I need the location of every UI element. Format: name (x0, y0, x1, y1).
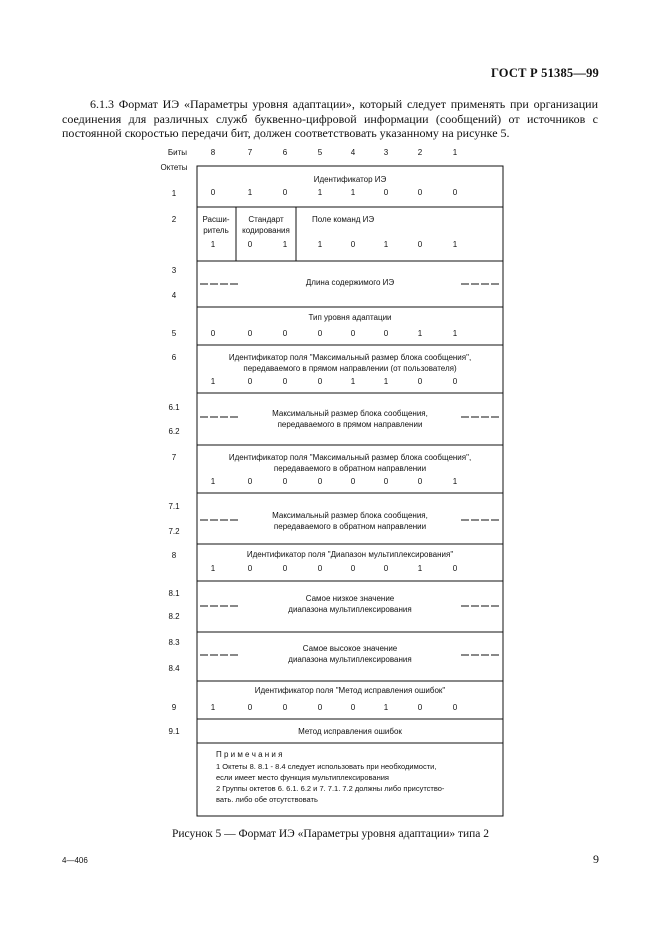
bit-value: 1 (210, 564, 216, 573)
figure-caption: Рисунок 5 — Формат ИЭ «Параметры уровня адаптации» типа 2 (171, 828, 490, 840)
field-title: Идентификатор поля "Максимальный размер блока сообщения", (228, 453, 472, 462)
bit-value: 1 (383, 377, 389, 386)
field-title: диапазона мультиплексирования (288, 605, 412, 614)
bit-value: 1 (247, 188, 253, 197)
paragraph-text: 6.1.3 Формат ИЭ «Параметры уровня адаптации», который следует применять при организации соединения для различных служб буквенно-цифровой информации (сообщений) от источников с постоянной скоростью передачи бит, должен соответствовать указанному на рисунке 5. (62, 97, 598, 141)
notes-heading: П р и м е ч а н и я (216, 750, 283, 759)
field-title: Максимальный размер блока сообщения, (272, 511, 428, 520)
field-title: передаваемого в обратном направлении (273, 522, 427, 531)
bit-value: 1 (452, 477, 458, 486)
field-title: Идентификатор поля "Максимальный размер блока сообщения", (228, 353, 472, 362)
octet-number: 8.3 (168, 638, 180, 647)
bit-value: 0 (282, 377, 288, 386)
octet-number: 8.2 (168, 612, 180, 621)
bit-value: 0 (247, 477, 253, 486)
bit-value: 1 (350, 377, 356, 386)
bit-value: 0 (417, 240, 423, 249)
bit-value: 0 (452, 377, 458, 386)
bit-value: 1 (383, 240, 389, 249)
octet-number: 1 (171, 189, 177, 198)
field-title: Самое высокое значение (302, 644, 398, 653)
field-title: Длина содержимого ИЭ (305, 278, 395, 287)
field-title: Метод исправления ошибок (298, 727, 402, 736)
note-line: 2 Группы октетов 6. 6.1. 6.2 и 7. 7.1. 7.2 должны либо присутство- (216, 784, 445, 793)
bit-value: 0 (317, 703, 323, 712)
bit-value: 0 (350, 703, 356, 712)
extension-label: ритель (203, 226, 229, 235)
bit-value: 0 (350, 477, 356, 486)
field-title: Идентификатор поля "Метод исправления ошибок" (254, 686, 446, 695)
octet-row-1 (197, 166, 503, 207)
octet-number: 6 (171, 353, 177, 362)
field-title: передаваемого в прямом направлении (от пользователя) (243, 364, 457, 373)
field-title: Идентификатор поля "Диапазон мультиплексирования" (246, 550, 454, 559)
bit-value: 0 (282, 564, 288, 573)
bit-value: 0 (383, 188, 389, 197)
bit-value: 1 (282, 240, 288, 249)
bit-value: 1 (317, 240, 323, 249)
bit-value: 1 (452, 240, 458, 249)
field-title: передаваемого в обратном направлении (273, 464, 427, 473)
octet-number: 5 (171, 329, 177, 338)
bit-value: 0 (452, 188, 458, 197)
standard-header: ГОСТ Р 51385—99 (490, 66, 599, 80)
bit-value: 0 (317, 564, 323, 573)
bit-value: 0 (452, 564, 458, 573)
bit-value: 0 (210, 188, 216, 197)
note-line: 1 Октеты 8. 8.1 - 8.4 следует использовать при необходимости, (216, 762, 437, 771)
bit-value: 0 (452, 703, 458, 712)
octet-number: 6.1 (168, 403, 180, 412)
bit-value: 1 (417, 329, 423, 338)
field-title: Тип уровня адаптации (308, 313, 392, 322)
bits-label: Биты (167, 148, 187, 157)
bit-value: 0 (317, 477, 323, 486)
bit-value: 0 (247, 564, 253, 573)
field-title: Идентификатор ИЭ (313, 175, 387, 184)
field-title: передаваемого в прямом направлении (277, 420, 423, 429)
coding-standard-label: Стандарт (248, 215, 284, 224)
bit-value: 0 (247, 329, 253, 338)
octet-number: 8 (171, 551, 177, 560)
bit-number: 4 (350, 148, 356, 157)
bit-number: 6 (282, 148, 288, 157)
note-line: вать. либо обе отсутствовать (216, 795, 318, 804)
bit-value: 1 (350, 188, 356, 197)
bit-value: 0 (350, 564, 356, 573)
bit-number: 3 (383, 148, 389, 157)
bit-value: 1 (452, 329, 458, 338)
bit-number: 8 (210, 148, 216, 157)
extension-label: Расши- (202, 215, 230, 224)
bit-value: 0 (317, 329, 323, 338)
octet-number: 7 (171, 453, 177, 462)
bit-value: 0 (383, 564, 389, 573)
octet-number: 9 (171, 703, 177, 712)
command-field-label: Поле команд ИЭ (312, 215, 375, 224)
bit-value: 0 (350, 240, 356, 249)
footer-code: 4—406 (62, 856, 88, 865)
bit-value: 1 (317, 188, 323, 197)
bit-value: 0 (282, 188, 288, 197)
bit-number: 7 (247, 148, 253, 157)
bit-value: 1 (210, 703, 216, 712)
bit-value: 0 (210, 329, 216, 338)
bit-value: 0 (247, 240, 253, 249)
page-number: 9 (593, 852, 599, 866)
octet-number: 8.1 (168, 589, 180, 598)
bit-value: 1 (383, 703, 389, 712)
octet-number: 4 (171, 291, 177, 300)
octet-number: 9.1 (168, 727, 180, 736)
bit-value: 0 (317, 377, 323, 386)
octet-number: 6.2 (168, 427, 180, 436)
bit-value: 0 (417, 477, 423, 486)
octet-number: 3 (171, 266, 177, 275)
coding-standard-label: кодирования (242, 226, 290, 235)
bit-value: 0 (282, 703, 288, 712)
octet-number: 8.4 (168, 664, 180, 673)
bit-value: 1 (210, 477, 216, 486)
field-title: Максимальный размер блока сообщения, (272, 409, 428, 418)
bit-value: 0 (282, 477, 288, 486)
bit-value: 0 (350, 329, 356, 338)
bit-value: 0 (383, 329, 389, 338)
bit-value: 0 (417, 377, 423, 386)
octet-number: 7.1 (168, 502, 180, 511)
octet-number: 7.2 (168, 527, 180, 536)
field-title: диапазона мультиплексирования (288, 655, 412, 664)
bit-value: 0 (417, 703, 423, 712)
bit-value: 1 (210, 240, 216, 249)
bit-value: 0 (417, 188, 423, 197)
note-line: если имеет место функция мультиплексирования (216, 773, 389, 782)
bit-value: 1 (417, 564, 423, 573)
bit-value: 0 (247, 703, 253, 712)
octet-number: 2 (171, 215, 177, 224)
bit-number: 1 (452, 148, 458, 157)
octets-label: Октеты (160, 163, 188, 172)
octet-row-6-1 (197, 393, 503, 445)
bit-number: 5 (317, 148, 323, 157)
bit-value: 0 (282, 329, 288, 338)
bit-value: 0 (383, 477, 389, 486)
bit-number: 2 (417, 148, 423, 157)
field-title: Самое низкое значение (305, 594, 395, 603)
bit-value: 1 (210, 377, 216, 386)
bit-value: 0 (247, 377, 253, 386)
